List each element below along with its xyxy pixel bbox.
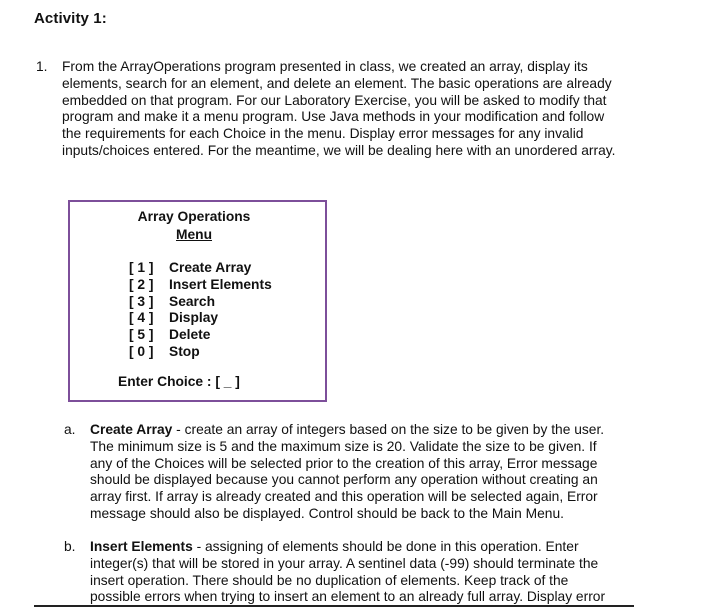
menu-item-label: Insert Elements [169,276,272,292]
menu-item-label: Create Array [169,260,252,275]
menu-item-key: [ 3 ] [129,293,154,309]
sub-item-title: Create Array [90,422,173,437]
menu-list [129,260,272,361]
menu-item-key: [ 4 ] [129,310,154,326]
menu-item-label: Display [169,310,219,326]
menu-item-key: [ 1 ] [129,260,154,275]
sub-item-body [90,539,664,606]
menu-item [129,327,272,344]
sub-item-text: - assigning of elements should be done in this operation. Enter integer(s) that will be stored in your array. A sentinel data (-99) should terminate the insert operation. There should be no duplication of elements. Keep track of the possible errors when trying to insert an element to an already full array. Display error [90,539,606,605]
sub-item-title: Insert Elements [90,539,193,554]
activity-heading: Activity 1: [34,10,107,27]
sub-item-b [64,539,664,606]
menu-subtitle: Menu [175,227,213,242]
menu-item [129,277,272,294]
sub-item-letter: a. [64,422,76,437]
menu-item [129,294,272,311]
sub-item-body [90,422,664,523]
menu-item [129,310,272,327]
menu-item-key: [ 5 ] [129,327,154,343]
menu-item [129,344,272,361]
menu-box [68,200,327,402]
menu-item-key: [ 0 ] [129,343,154,359]
menu-prompt: Enter Choice : [ _ ] [118,374,240,389]
menu-title: Array Operations [137,209,251,224]
sub-item-letter: b. [64,539,76,554]
item-number: 1. [36,59,48,74]
sub-item-text: - create an array of integers based on the size to be given by the user. The minimum size is 5 and the maximum size is 20. Validate the size to be given. If any of the Choices will be selected prior to the creation of this array, Error message should be displayed because you cannot perform any operation without creating an array first. If array is already created and this operation will be selected again, Error message should also be displayed. Control should be back to the Main Menu. [90,422,605,521]
sub-item-a [64,422,664,523]
menu-item-key: [ 2 ] [129,276,154,292]
item-1-paragraph: From the ArrayOperations program presented in class, we created an array, display its elements, search for an element, and delete an element. The basic operations are already embedded on that program. For our Laboratory Exercise, you will be asked to modify that program and make it a menu program. Use Java methods in your modification and follow the requirements for each Choice in the menu. Display error messages for any invalid inputs/choices entered. For the meantime, we will be dealing here with an unordered array. [62,59,616,158]
menu-item-label: Search [169,293,216,309]
page-divider [34,605,634,607]
menu-item-label: Stop [169,343,200,359]
instruction-item-1 [36,59,656,160]
menu-item [129,260,272,277]
menu-item-label: Delete [169,327,211,343]
